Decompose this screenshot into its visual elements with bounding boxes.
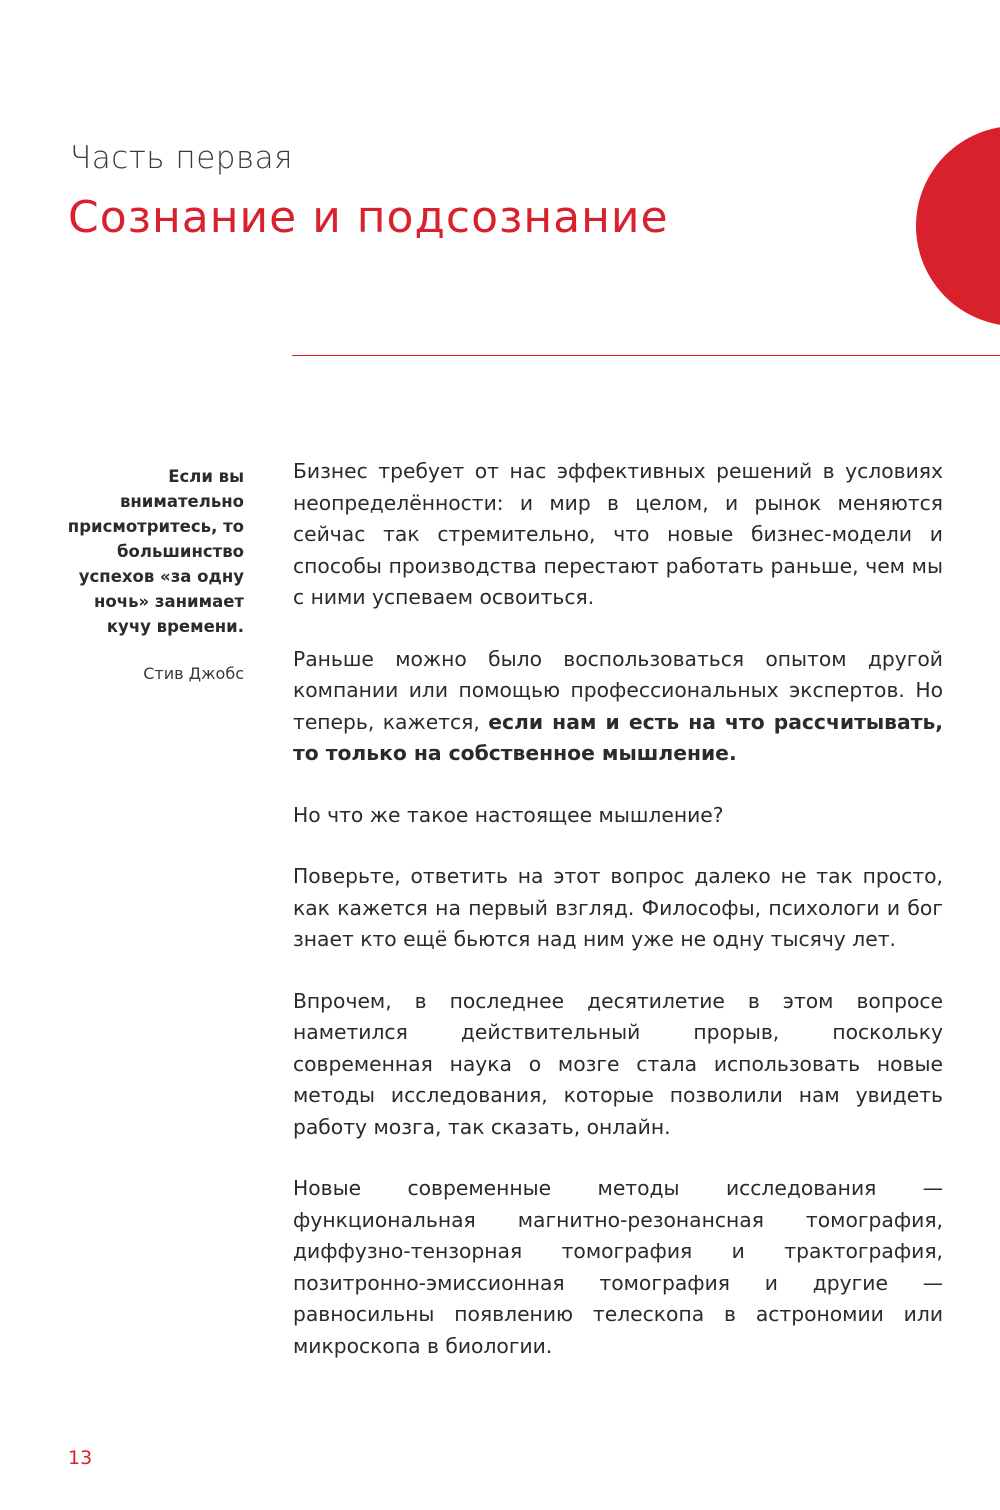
title-divider <box>292 355 1000 356</box>
paragraph-2-bold: если нам и есть на что рассчитывать, то только на собственное мышление. <box>293 709 943 765</box>
main-text <box>293 456 943 1392</box>
paragraph-5: Впрочем, в последнее десятилетие в этом вопросе наметился действительный прорыв, поскольку современная наука о мозге стала использовать новые методы исследования, которые позволили нам увидеть работу мозга, так сказать, онлайн. <box>293 988 943 1139</box>
page-number: 13 <box>68 1447 93 1469</box>
epigraph-quote: Если вы внимательно присмотритесь, то большинство успехов «за одну ночь» занимает кучу времени. <box>67 467 244 636</box>
epigraph-author: Стив Джобс <box>143 664 244 683</box>
paragraph-3: Но что же такое настоящее мышление? <box>293 802 724 827</box>
paragraph-4: Поверьте, ответить на этот вопрос далеко не так просто, как кажется на первый взгляд. Философы, психологи и бог знает кто ещё бьются над ним уже не одну тысячу лет. <box>293 864 943 951</box>
part-title: Сознание и подсознание <box>68 192 669 243</box>
part-label: Часть первая <box>70 140 293 176</box>
paragraph-1: Бизнес требует от нас эффективных решений в условиях неопределённости: и мир в целом, и рынок меняются сейчас так стремительно, что новые бизнес-модели и способы производства перестают работать раньше, чем мы с ними успеваем освоиться. <box>293 459 943 609</box>
paragraph-2-text: Раньше можно было воспользоваться опытом другой компании или помощью профессиональных экспертов. Но теперь, кажется, <box>293 646 943 734</box>
decorative-red-circle <box>916 126 1000 326</box>
paragraph-6: Новые современные методы исследования — функциональная магнитно-резонансная томография, диффузно-тензорная томография и трактография, позитронно-эмиссионная томография и другие — равносильны появлению телескопа в астрономии или микроскопа в биологии. <box>293 1176 943 1358</box>
paragraph-2 <box>293 644 943 770</box>
